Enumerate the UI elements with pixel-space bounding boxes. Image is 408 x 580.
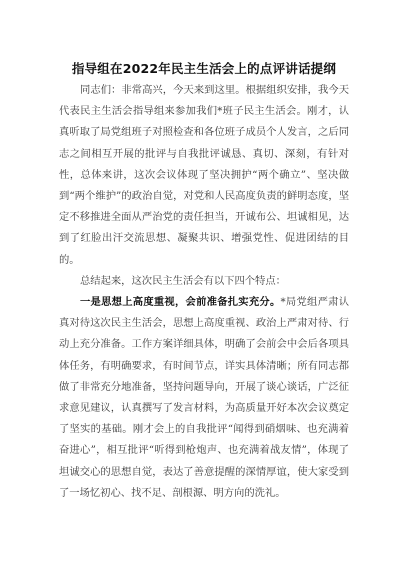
paragraph-opening: 同志们：非常高兴，今天来到这里。根据组织安排，我今天代表民主生活会指导组来参加我们*班子民主生活会。刚才，认真听取了局党组班子对照检查和各位班子成员个人发言，之后同志之间相互开展的批评与自我批评诚恳、真切、深刻，有针对性，总体来讲，这次会议体现了坚决拥护“两个确立”、坚决做到“两个维护”的政治自觉，对党和人民高度负责的鲜明态度，坚定不移推进全面从严治党的责任担当，开诚布公、坦诚相见，达到了红脸出汗交流思想、凝聚共识、增强党性、促进团结的目的。 xyxy=(59,84,349,266)
point-one-text: *局党组严肃认真对待这次民主生活会，思想上高度重视、政治上严肃对待、行动上充分准备。工作方案详细具体，明确了会前会中会后各项具体任务，有明确要求，有时间节点，详实具体清晰；所有同志都做了非常充分地准备，坚持问题导向，开展了谈心谈话，广泛征求意见建议，认真撰写了发言材料，为高质量开好本次会议奠定了坚实的基础。刚才会上的自我批评“闻得到硝烟味、也充满着奋进心”，相互批评“听得到枪炮声、也充满着战友情”，体现了坦诚交心的思想自觉，表达了善意提醒的深情厚谊，使大家受到了一场忆初心、找不足、剖根源、明方向的洗礼。 xyxy=(59,296,350,499)
paragraph-point-one xyxy=(59,292,349,504)
paragraph-summary-intro: 总结起来，这次民主生活会有以下四个特点： xyxy=(80,274,286,287)
document-body xyxy=(59,80,349,504)
point-one-heading: 一是思想上高度重视，会前准备扎实充分。 xyxy=(80,296,281,309)
document-title: 指导组在2022年民主生活会上的点评讲话提纲 xyxy=(71,61,337,76)
